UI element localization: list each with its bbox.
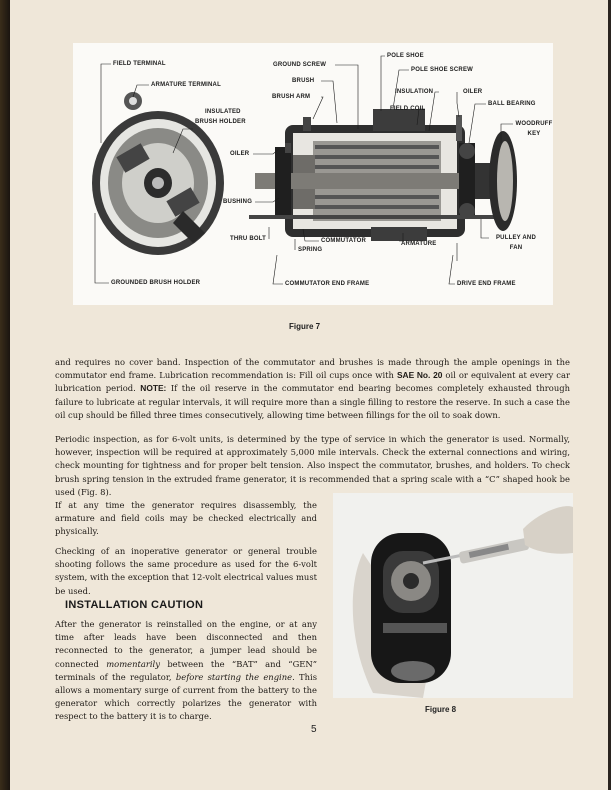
figure-7-caption: Figure 7 — [289, 322, 321, 331]
label-ball-bearing: BALL BEARING — [488, 101, 536, 107]
label-ground-screw: GROUND SCREW — [273, 62, 327, 68]
label-brush: BRUSH — [292, 78, 315, 84]
paragraph-lubrication: and requires no cover band. Inspection of the commutator and brushes is made through the ample openings in the commutator end frame. Lubrication recommendation is: Fill oil cups once with SAE No. 20 oil or equivalent at every car lubrication period. NOTE: If the oil reserve in the commutator end bearing becomes completely exhausted through failure to lubricate at regular intervals, it will require more than a single filling to restore the reserve. In such a case the oil cup should be filled three times consecutively, allowing time between fillings for the oil to soak down. — [55, 357, 571, 420]
label-armature: ARMATURE — [401, 241, 437, 247]
label-insulation: INSULATION — [395, 89, 434, 95]
paragraph-troubleshooting: Checking of an inoperative generator or general trouble shooting follows the same procedure as used for the 6-volt system, with the exception that 12-volt electrical values must be used. — [55, 546, 317, 596]
label-commutator-end-frame: COMMUTATOR END FRAME — [285, 281, 370, 287]
paragraph-periodic-inspection: Periodic inspection, as for 6-volt units, is determined by the type of service in which the generator is used. Normally, however, inspection will be required at approximately 5,000 mile intervals. Check the external connections and wiring, check mounting for tightness and for proper belt tension. Also inspect the commutator, brushes, and holders. To check brush spring tension in the extruded frame generator, it is recommended that a spring scale with a “C” shaped hook be used (Fig. 8). — [55, 434, 570, 497]
label-field-coil: FIELD COIL — [390, 106, 426, 112]
figure-7-diagram — [73, 43, 553, 305]
document-page — [10, 0, 608, 790]
label-field-terminal: FIELD TERMINAL — [113, 61, 166, 67]
page-binding-edge — [0, 0, 10, 790]
label-brush-arm: BRUSH ARM — [272, 94, 311, 100]
figure-8-photo — [333, 493, 573, 698]
page-number: 5 — [311, 724, 317, 735]
label-oiler-right: OILER — [463, 89, 483, 95]
label-commutator: COMMUTATOR — [321, 238, 366, 244]
label-grounded-brush-holder: GROUNDED BRUSH HOLDER — [111, 280, 201, 286]
label-insulated: INSULATED — [205, 109, 241, 115]
label-pulley-and: PULLEY AND — [495, 235, 536, 241]
label-pole-shoe-screw: POLE SHOE SCREW — [411, 67, 474, 73]
paragraph-disassembly: If at any time the generator requires disassembly, the armature and field coils may be checked electrically and physically. — [55, 500, 317, 537]
label-oiler-left: OILER — [230, 151, 250, 157]
label-woodruff: WOODRUFF — [515, 121, 553, 127]
figure-8-caption: Figure 8 — [425, 705, 457, 714]
label-drive-end-frame: DRIVE END FRAME — [457, 281, 516, 287]
label-fan: FAN — [509, 245, 523, 251]
label-bushing: BUSHING — [223, 199, 253, 205]
label-armature-terminal: ARMATURE TERMINAL — [151, 82, 221, 88]
label-spring: SPRING — [298, 247, 323, 253]
commutator-end-frame-view — [92, 92, 224, 255]
installation-caution-heading: INSTALLATION CAUTION — [65, 599, 204, 611]
label-thru-bolt: THRU BOLT — [230, 236, 267, 242]
paragraph-installation: After the generator is reinstalled on the engine, or at any time after leads have been disconnected and then reconnected to the generator, a jumper lead should be connected momentarily between the “BAT” and “GEN” terminals of the regulator, before starting the engine. This allows a momentary surge of current from the battery to the generator which correctly polarizes the generator with respect to the battery it is to charge. — [55, 619, 317, 722]
label-pole-shoe: POLE SHOE — [387, 53, 424, 59]
label-key: KEY — [527, 131, 541, 137]
spring-scale-photo-illustration — [333, 493, 573, 698]
label-brush-holder: BRUSH HOLDER — [195, 119, 246, 125]
